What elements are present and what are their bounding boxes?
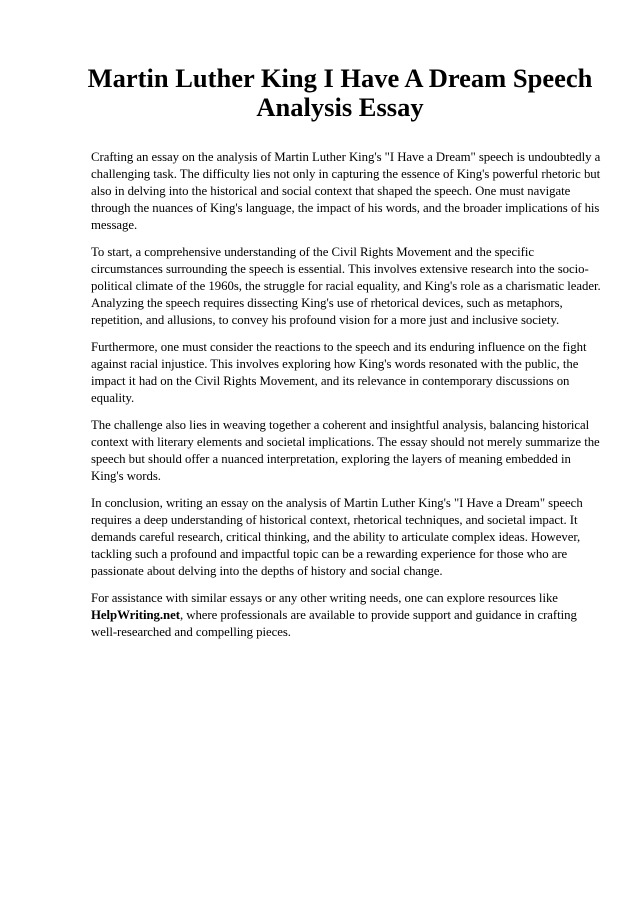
paragraph-intro: Crafting an essay on the analysis of Martin Luther King's "I Have a Dream" speech is undoubtedly a challenging task. The difficulty lies not only in capturing the essence of King's powerful rhetoric but also in delving into the historical and social context that shaped the speech. One must navigate through the nuances of King's language, the impact of his words, and the broader implications of his message. — [91, 150, 601, 232]
document-title — [60, 64, 620, 122]
paragraph-conclusion: In conclusion, writing an essay on the analysis of Martin Luther King's "I Have a Dream" speech requires a deep understanding of historical context, rhetorical techniques, and societal impact. It demands careful research, critical thinking, and the ability to articulate complex ideas. However, tackling such a profound and impactful topic can be a rewarding experience for those who are passionate about delving into the depths of history and social change. — [91, 496, 583, 578]
assistance-text-before: For assistance with similar essays or any other writing needs, one can explore resources like — [91, 591, 558, 605]
title-line-2: Analysis Essay — [256, 92, 424, 122]
essay-body — [91, 149, 603, 651]
paragraph-challenge: The challenge also lies in weaving together a coherent and insightful analysis, balancing historical context with literary elements and societal implications. The essay should not merely summarize the speech but should offer a nuanced interpretation, exploring the layers of meaning embedded in King's words. — [91, 418, 600, 483]
assistance-text-after: , where professionals are available to provide support and guidance in crafting well-researched and compelling pieces. — [91, 608, 577, 639]
paragraph-context: To start, a comprehensive understanding of the Civil Rights Movement and the specific circumstances surrounding the speech is essential. This involves extensive research into the socio-political climate of the 1960s, the struggle for racial equality, and King's role as a charismatic leader. Analyzing the speech requires dissecting King's use of rhetorical devices, such as metaphors, repetition, and allusions, to convey his profound vision for a more just and inclusive society. — [91, 245, 601, 327]
helpwriting-brand: HelpWriting.net — [91, 608, 180, 622]
title-line-1: Martin Luther King I Have A Dream Speech — [87, 63, 593, 93]
paragraph-influence: Furthermore, one must consider the reactions to the speech and its enduring influence on the fight against racial injustice. This involves exploring how King's words resonated with the public, the impact it had on the Civil Rights Movement, and its relevance in contemporary discussions on equality. — [91, 340, 587, 405]
paragraph-assistance — [91, 590, 603, 641]
